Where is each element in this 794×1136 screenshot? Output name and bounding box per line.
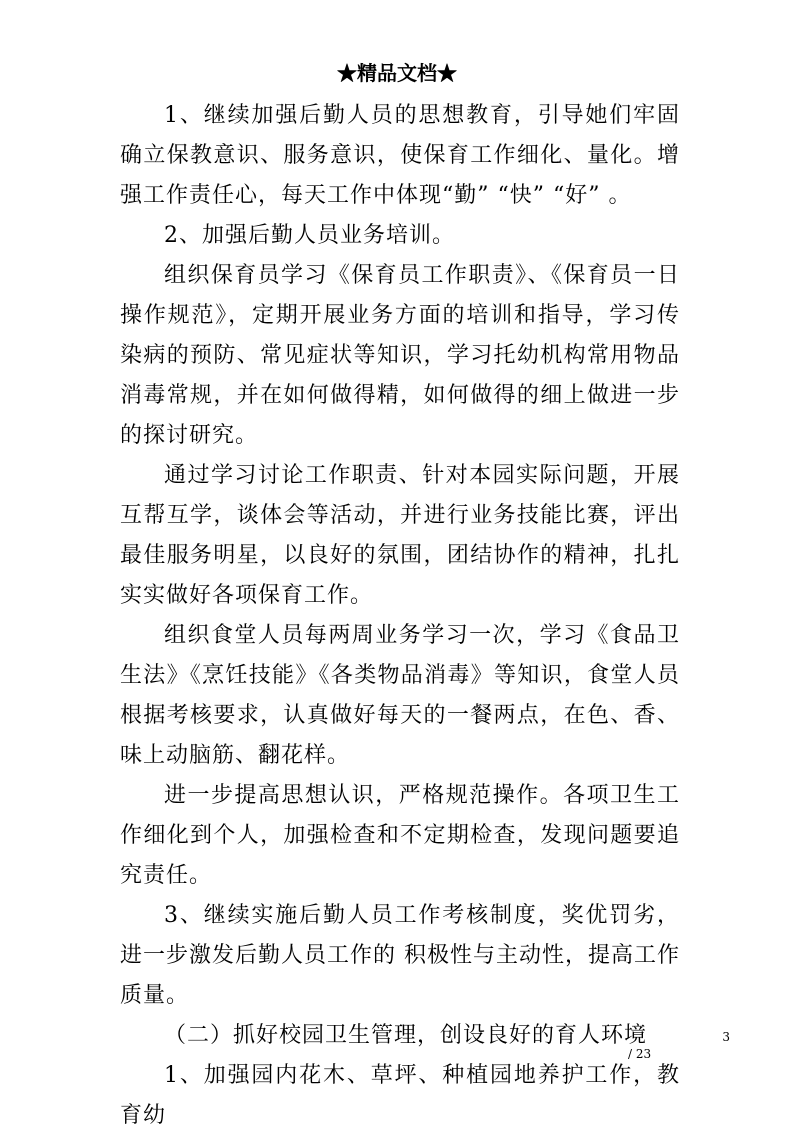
paragraph: 通过学习讨论工作职责、针对本园实际问题，开展互帮互学，谈体会等活动，并进行业务技能比赛，评出最佳服务明星，以良好的氛围，团结协作的精神，扎扎实实做好各项保育工作。 [120, 463, 680, 608]
paragraph: 组织食堂人员每两周业务学习一次，学习《食品卫生法》《烹饪技能》《各类物品消毒》等知识，食堂人员根据考核要求，认真做好每天的一餐两点，在色、香、味上动脑筋、翻花样。 [120, 623, 680, 768]
paragraph: 1、加强园内花木、草坪、种植园地养护工作，教育幼 [120, 1063, 680, 1128]
paragraph: 1、继续加强后勤人员的思想教育，引导她们牢固确立保教意识、服务意识，使保育工作细化、量化。增强工作责任心，每天工作中体现“勤” “快” “好” 。 [120, 103, 680, 208]
paragraph: 2、加强后勤人员业务培训。 [164, 223, 455, 248]
document-header-title: ★精品文档★ [337, 61, 457, 85]
page-total: / 23 [628, 1047, 652, 1061]
paragraph: 组织保育员学习《保育员工作职责》、《保育员一日操作规范》，定期开展业务方面的培训和指导，学习传染病的预防、常见症状等知识，学习托幼机构常用物品消毒常规，并在如何做得精，如何做得的细上做进一步的探讨研究。 [120, 263, 680, 448]
paragraph: （二）抓好校园卫生管理，创设良好的育人环境 [164, 1023, 648, 1048]
page-number: 3 [722, 1030, 730, 1044]
paragraph: 进一步提高思想认识，严格规范操作。各项卫生工作细化到个人，加强检查和不定期检查，发现问题要追究责任。 [120, 783, 680, 888]
paragraph: 3、继续实施后勤人员工作考核制度，奖优罚劣，进一步激发后勤人员工作的 积极性与主动性，提高工作质量。 [120, 903, 680, 1008]
document-body [120, 96, 680, 1136]
